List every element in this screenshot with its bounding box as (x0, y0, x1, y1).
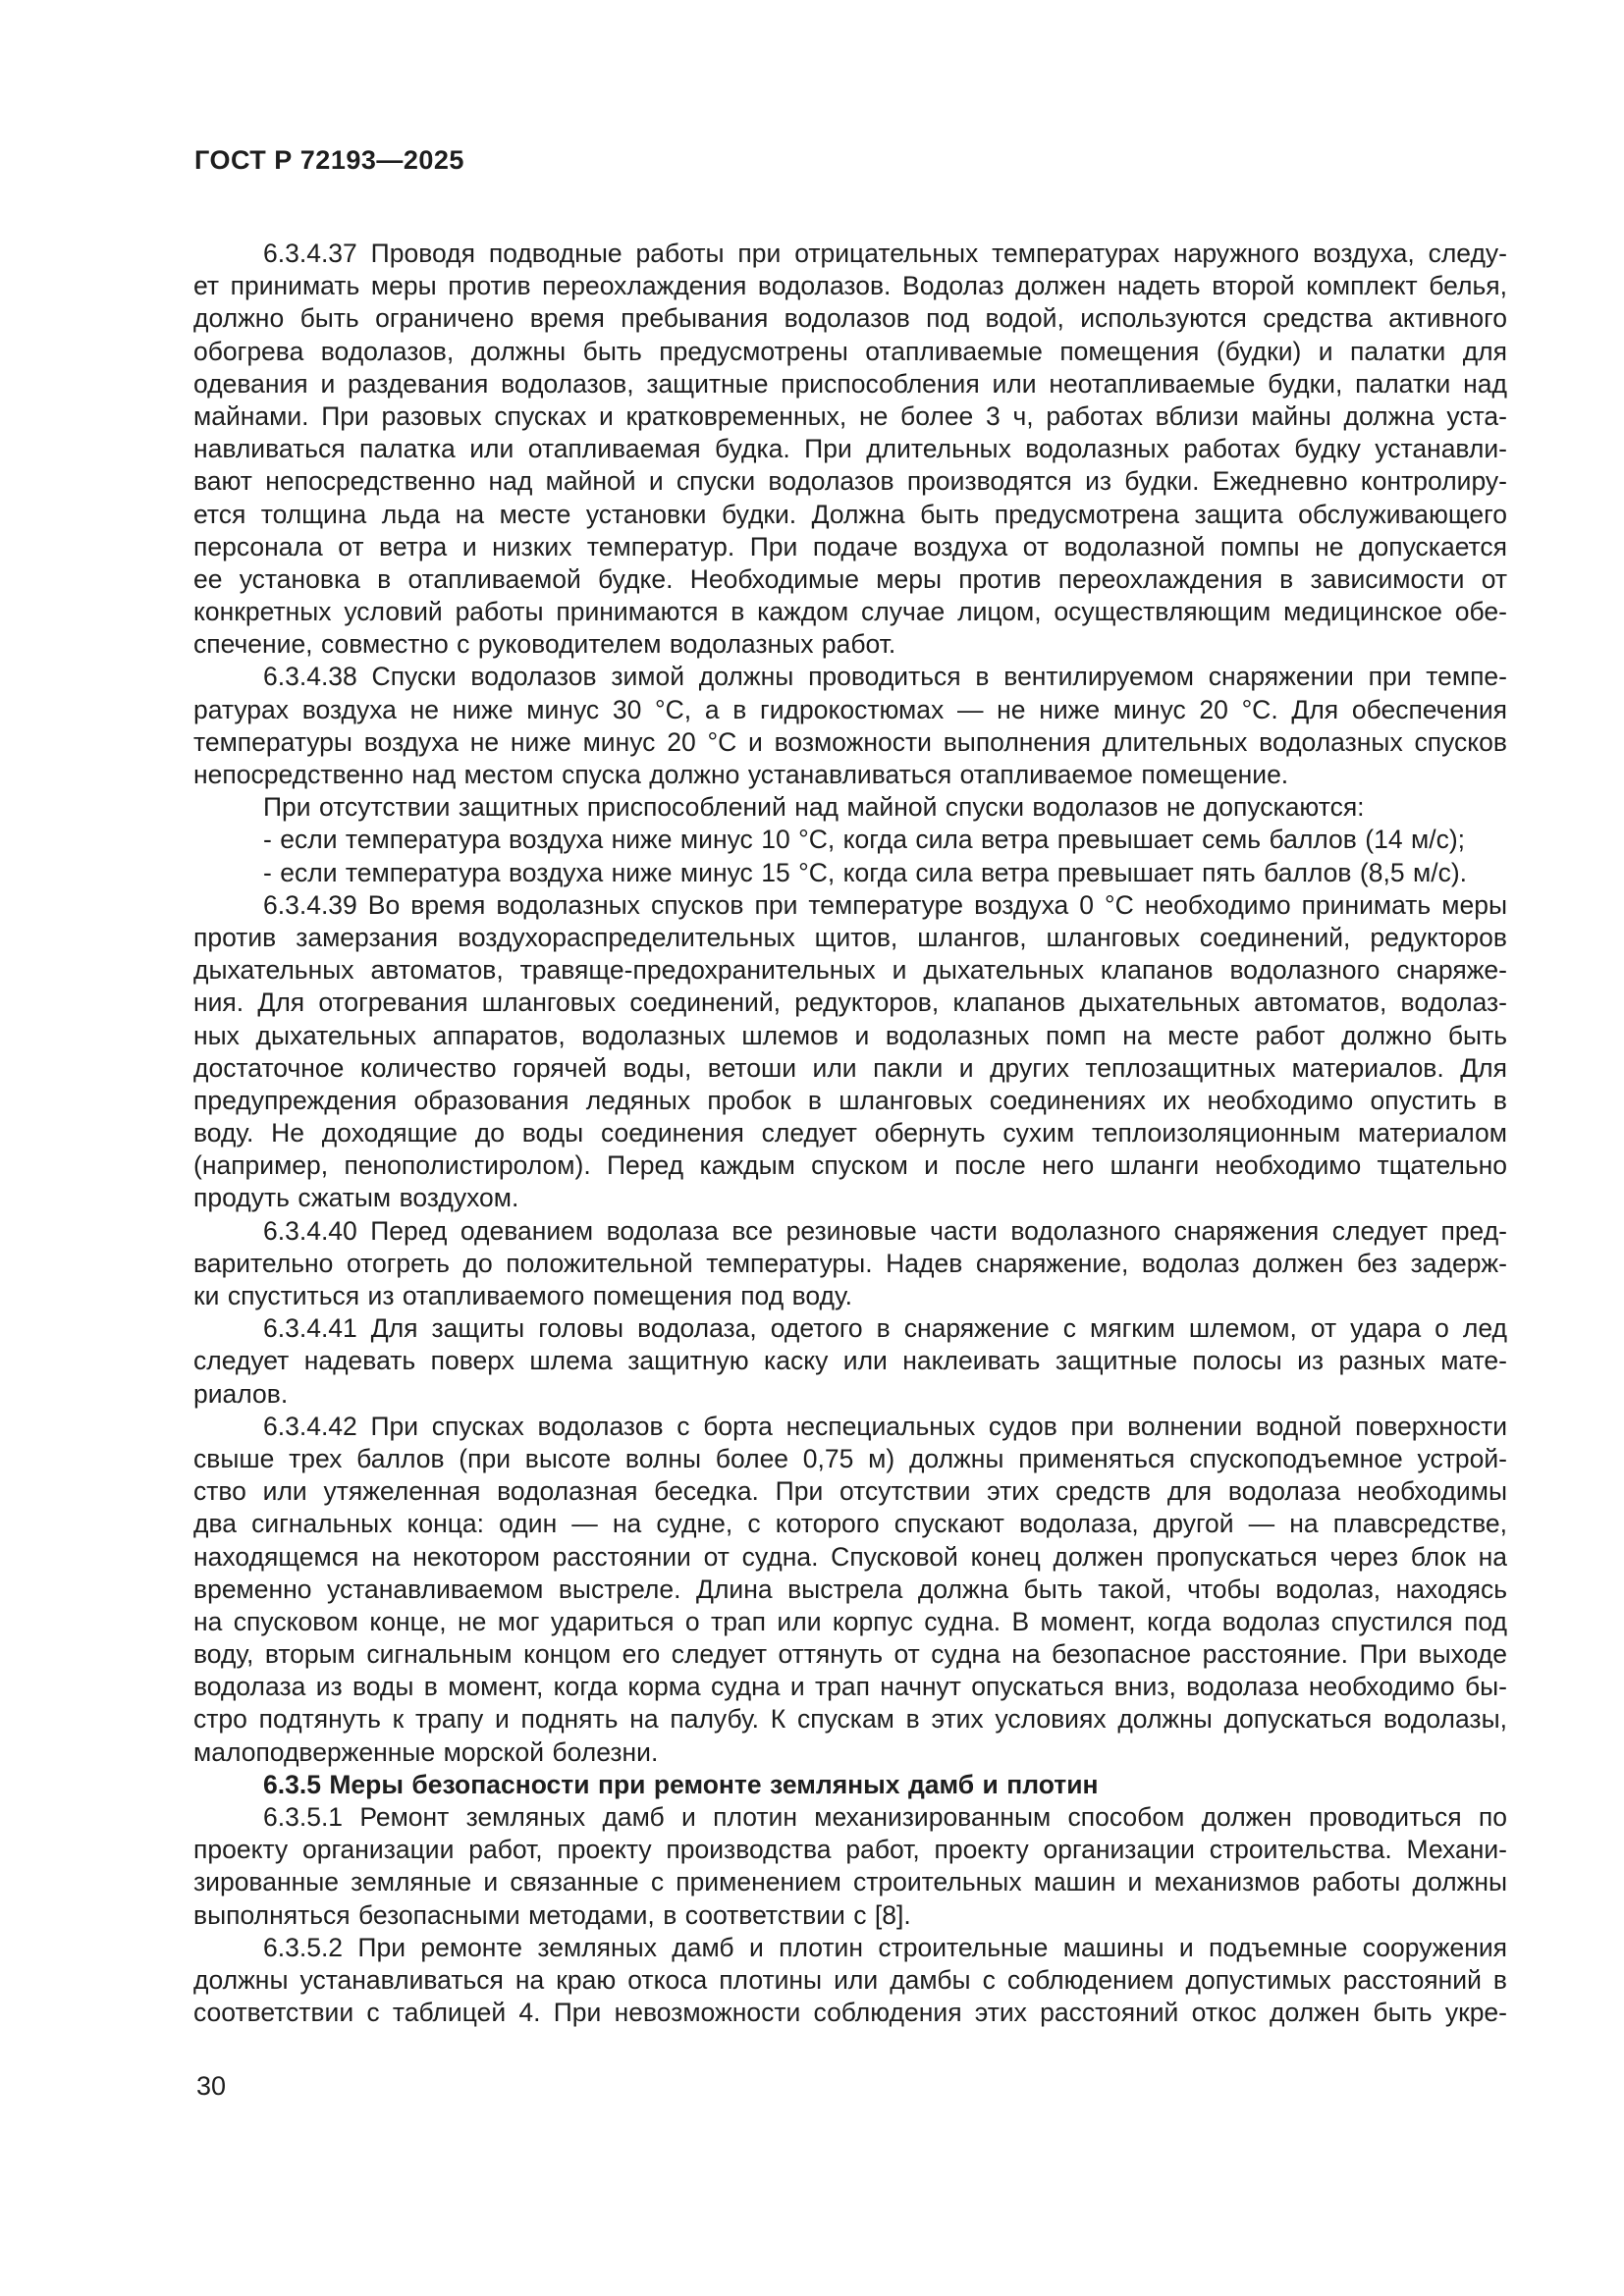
text-line: При отсутствии защитных приспособлений над майной спуски водолазов не допускаются: (263, 792, 1365, 823)
text-line: риалов. (193, 1378, 289, 1409)
text-line: должны устанавливаться на краю откоса плотины или дамбы с соблюдением допустимых расстояний в (193, 1964, 1507, 1995)
text-line: на спусковом конце, не мог удариться о трап или корпус судна. В момент, когда водолаз спустился под (193, 1606, 1507, 1636)
text-line: - если температура воздуха ниже минус 15 °С, когда сила ветра превышает пять баллов (8,5 м/с). (263, 857, 1468, 887)
text-line: ния. Для отогревания шланговых соединений, редукторов, клапанов дыхательных автоматов, водолаз- (193, 988, 1507, 1018)
text-line: ство или утяжеленная водолазная беседка. При отсутствии этих средств для водолаза необходимы (193, 1476, 1507, 1507)
content (193, 238, 1507, 2029)
running-header: ГОСТ Р 72193—2025 (194, 145, 464, 175)
text-line: майнами. При разовых спусках и кратковременных, не более 3 ч, работах вблизи майны должна уста- (193, 400, 1507, 431)
paragraph (193, 238, 1507, 661)
paragraph (193, 824, 1507, 856)
paragraph (193, 1801, 1507, 1932)
text-line: два сигнальных конца: один — на судне, с которого спускают водолаза, другой — на плавсредстве, (193, 1509, 1507, 1539)
text-line: варительно отогреть до положительной температуры. Надев снаряжение, водолаз должен без задерж- (193, 1248, 1507, 1278)
text-line: стро подтянуть к трапу и поднять на палубу. К спускам в этих условиях должны допускаться водолазы, (193, 1704, 1507, 1735)
text-line: воду, вторым сигнальным концом его следует оттянуть от судна на безопасное расстояние. При выходе (193, 1639, 1507, 1670)
text-line: 6.3.4.39 Во время водолазных спусков при температуре воздуха 0 °С необходимо принимать меры (263, 889, 1507, 920)
text-line: вают непосредственно над майной и спуски водолазов производятся из будки. Ежедневно контролиру- (193, 466, 1507, 497)
text-line: конкретных условий работы принимаются в каждом случае лицом, осуществляющим медицинское обе- (193, 597, 1507, 627)
text-line: продуть сжатым воздухом. (193, 1183, 519, 1213)
paragraph (193, 661, 1507, 791)
text-line: свыше трех баллов (при высоте волны более 0,75 м) должны применяться спускоподъемное устрой- (193, 1443, 1507, 1473)
paragraph (193, 889, 1507, 1215)
text-line: одевания и раздевания водолазов, защитные приспособления или неотапливаемые будки, палатки над (193, 368, 1507, 399)
text-line: выполняться безопасными методами, в соответствии с [8]. (193, 1899, 911, 1930)
text-line: 6.3.4.37 Проводя подводные работы при отрицательных температурах наружного воздуха, следу- (263, 239, 1507, 268)
section-heading (193, 1769, 1507, 1801)
paragraph (193, 1215, 1507, 1313)
text-line: ется толщина льда на месте установки будки. Должна быть предусмотрена защита обслуживающего (193, 499, 1507, 529)
text-line: воду. Не доходящие до воды соединения следует обернуть сухим теплоизоляционным материалом (193, 1118, 1507, 1148)
text-line: достаточное количество горячей воды, ветоши или пакли и других теплозащитных материалов. Для (193, 1052, 1507, 1083)
paragraph (193, 791, 1507, 824)
text-line: водолаза из воды в момент, когда корма судна и трап начнут опускаться вниз, водолаза необходимо бы- (193, 1672, 1507, 1702)
text-line: (например, пенополистиролом). Перед каждым спуском и после него шланги необходимо тщательно (193, 1150, 1507, 1181)
paragraph (193, 1932, 1507, 2030)
text-line: ратурах воздуха не ниже минус 30 °С, а в гидрокостюмах — не ниже минус 20 °С. Для обеспечения (193, 694, 1507, 724)
text-line: против замерзания воздухораспределительных щитов, шлангов, шланговых соединений, редукторов (193, 922, 1507, 952)
text-line: 6.3.4.40 Перед одеванием водолаза все резиновые части водолазного снаряжения следует пред- (263, 1215, 1507, 1246)
text-line: навливаться палатка или отапливаемая будка. При длительных водолазных работах будку устанавли- (193, 434, 1507, 464)
text-line: обогрева водолазов, должны быть предусмотрены отапливаемые помещения (будки) и палатки для (193, 336, 1507, 366)
text-line: ных дыхательных аппаратов, водолазных шлемов и водолазных помп на месте работ должно быть (193, 1020, 1507, 1050)
paragraph (193, 1312, 1507, 1411)
text-line: персонала от ветра и низких температур. При подаче воздуха от водолазной помпы не допускается (193, 531, 1507, 561)
text-line: временно устанавливаемом выстреле. Длина выстрела должна быть такой, чтобы водолаз, находясь (193, 1574, 1507, 1604)
text-line: должно быть ограничено время пребывания водолазов под водой, используются средства активного (193, 303, 1507, 334)
text-line: проекту организации работ, проекту производства работ, проекту организации строительства. Механи- (193, 1835, 1507, 1865)
text-line: 6.3.4.41 Для защиты головы водолаза, одетого в снаряжение с мягким шлемом, от удара о лед (263, 1313, 1507, 1344)
page-number: 30 (196, 2071, 227, 2101)
text-line: соответствии с таблицей 4. При невозможности соблюдения этих расстояний откос должен быть укре- (193, 1998, 1507, 2028)
text-line: следует надевать поверх шлема защитную каску или наклеивать защитные полосы из разных мате- (193, 1346, 1507, 1376)
text-line: малоподверженные морской болезни. (193, 1736, 659, 1767)
text-line: ет принимать меры против переохлаждения водолазов. Водолаз должен надеть второй комплект белья, (193, 271, 1507, 301)
text-line: предупреждения образования ледяных пробок в шланговых соединениях их необходимо опустить в (193, 1085, 1507, 1115)
text-line: дыхательных автоматов, травяще-предохранительных и дыхательных клапанов водолазного снаряже- (193, 955, 1507, 986)
text-line: - если температура воздуха ниже минус 10 °С, когда сила ветра превышает семь баллов (14 м/с); (263, 825, 1466, 855)
paragraph (193, 857, 1507, 889)
text-line: 6.3.4.38 Спуски водолазов зимой должны проводиться в вентилируемом снаряжении при темпе- (263, 662, 1507, 692)
text-line: зированные земляные и связанные с применением строительных машин и механизмов работы должны (193, 1867, 1507, 1897)
text-line: 6.3.5.1 Ремонт земляных дамб и плотин механизированным способом должен проводиться по (263, 1802, 1507, 1832)
text-line: ее установка в отапливаемой будке. Необходимые меры против переохлаждения в зависимости от (193, 563, 1507, 594)
text-line: непосредственно над местом спуска должно устанавливаться отапливаемое помещение. (193, 760, 1289, 789)
text-line: 6.3.5 Меры безопасности при ремонте земляных дамб и плотин (263, 1769, 1099, 1799)
text-line: находящемся на некотором расстоянии от судна. Спусковой конец должен пропускаться через блок на (193, 1541, 1507, 1572)
text-line: ки спуститься из отапливаемого помещения под воду. (193, 1281, 852, 1310)
paragraph (193, 1411, 1507, 1769)
text-line: 6.3.5.2 При ремонте земляных дамб и плотин строительные машины и подъемные сооружения (263, 1932, 1507, 1962)
text-line: спечение, совместно с руководителем водолазных работ. (193, 629, 896, 660)
text-line: 6.3.4.42 При спусках водолазов с борта неспециальных судов при волнении водной поверхности (263, 1411, 1507, 1441)
text-line: температуры воздуха не ниже минус 20 °С и возможности выполнения длительных водолазных спусков (193, 726, 1507, 757)
